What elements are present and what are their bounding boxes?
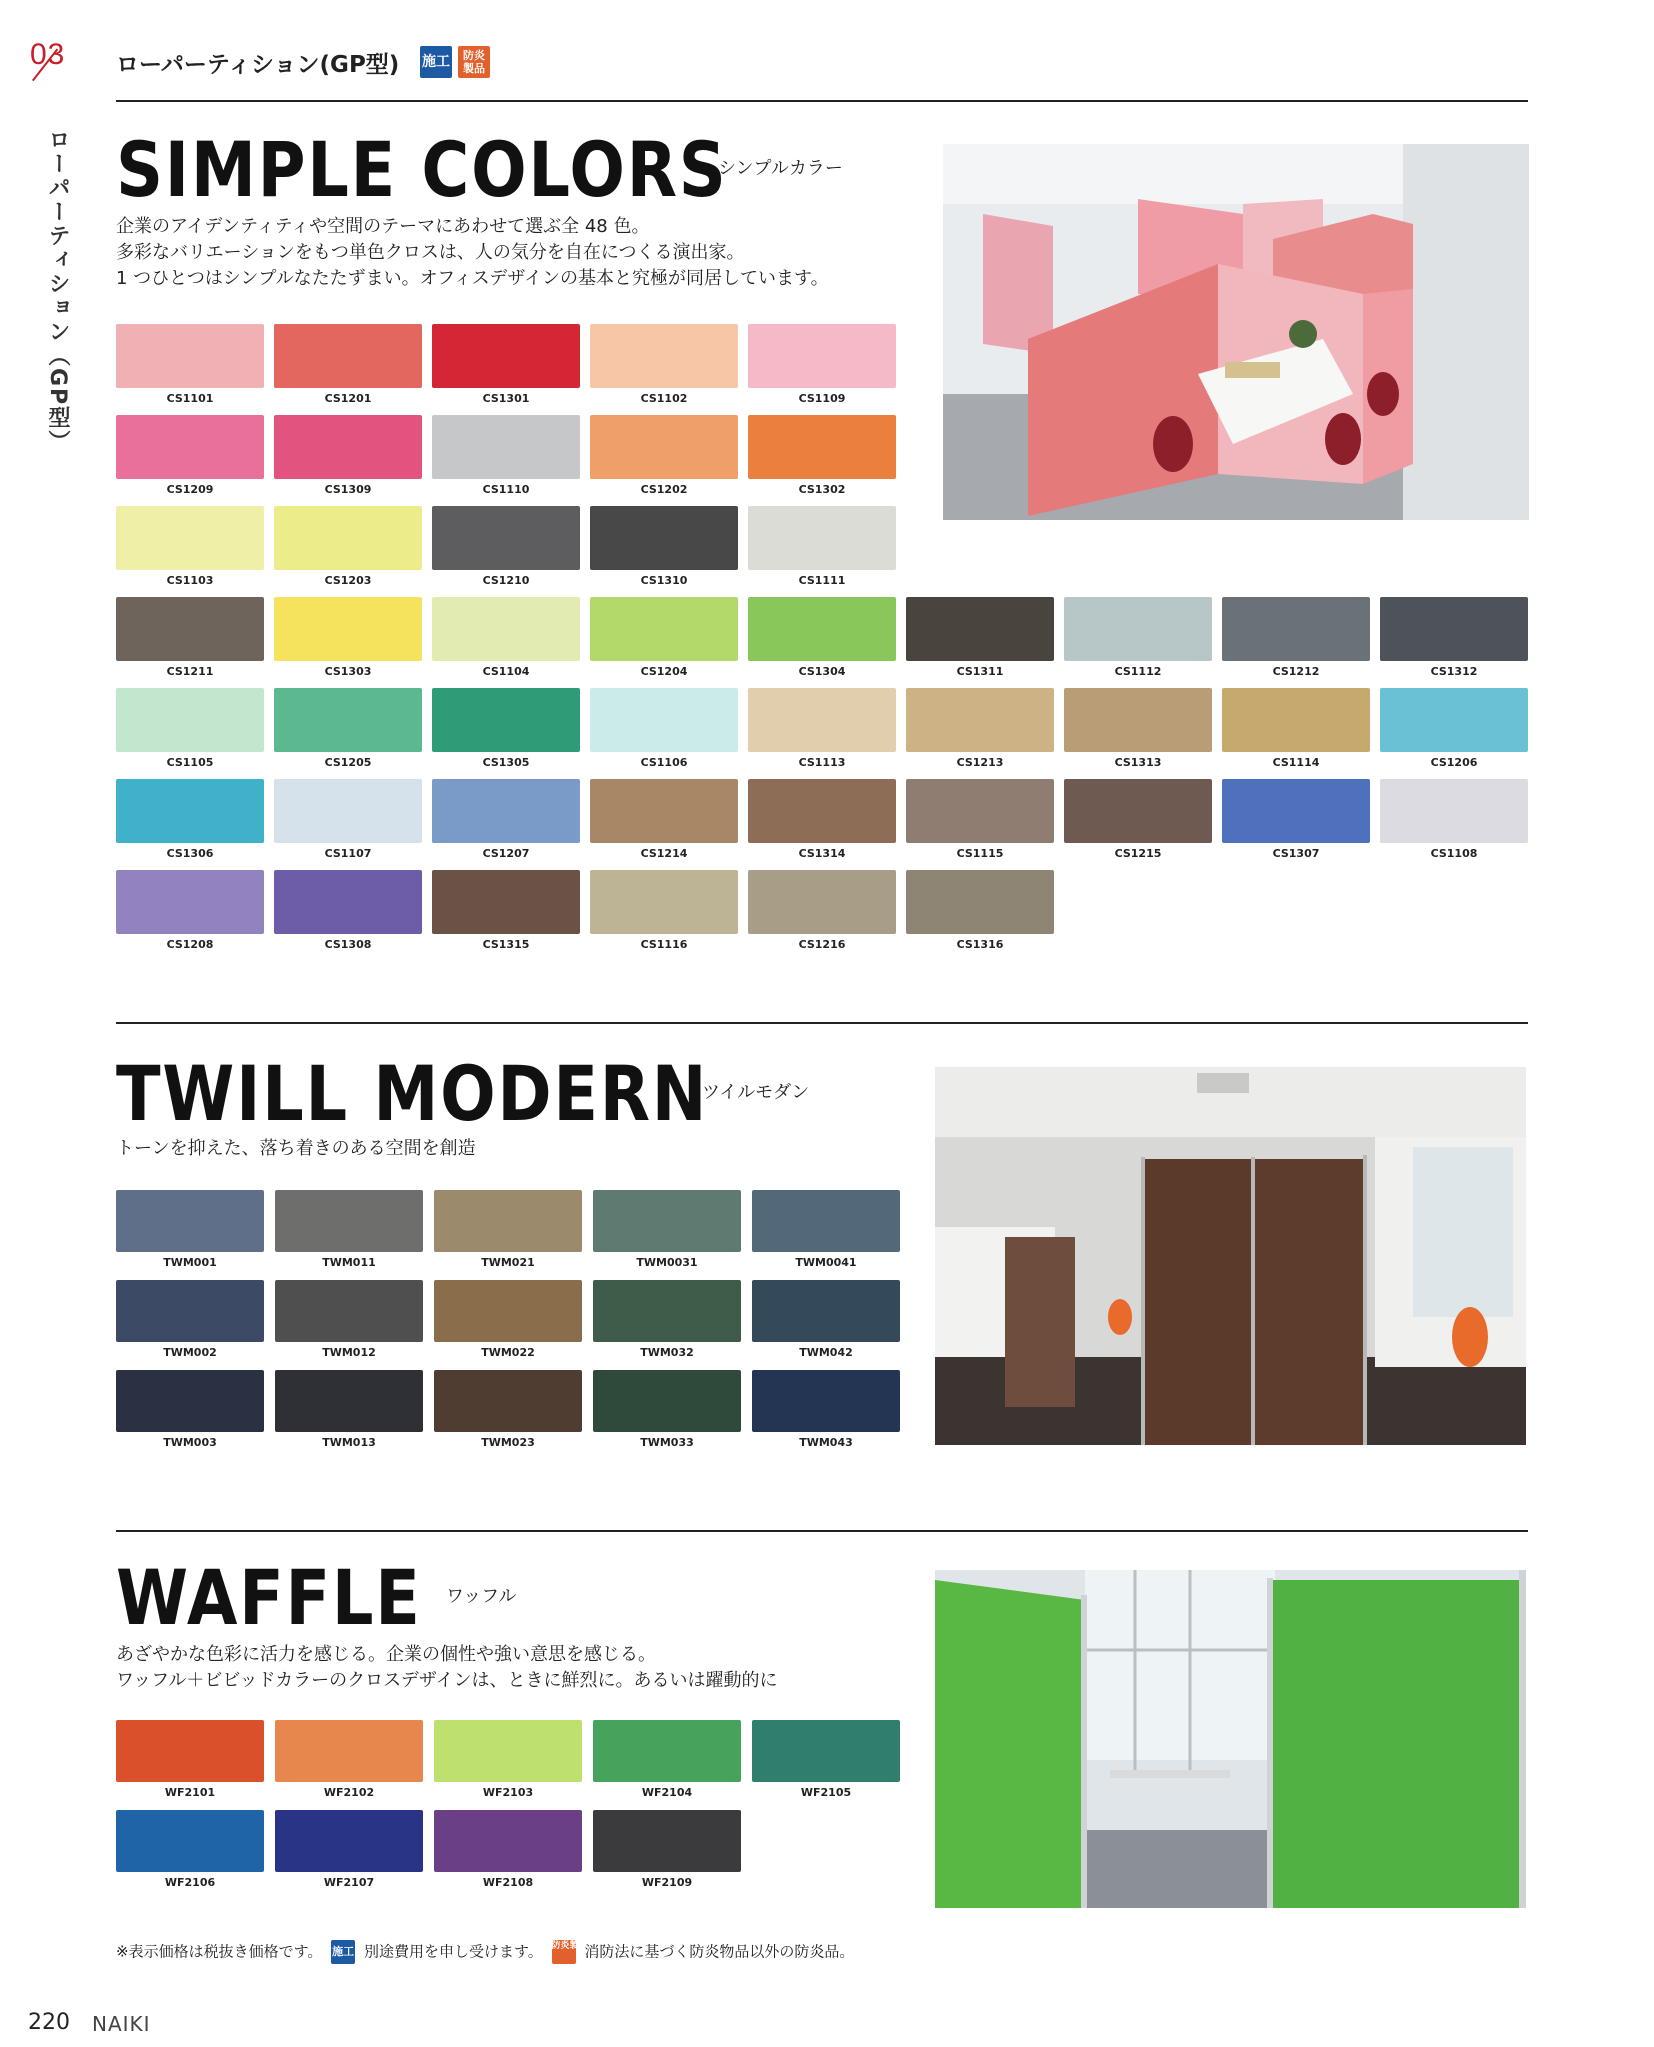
twill-modern-swatch: [752, 1280, 900, 1359]
side-tab-title: ローパーティション（GP型）: [45, 128, 70, 455]
simple-colors-swatch-code: CS1208: [166, 938, 214, 951]
simple-colors-swatch-chip: [748, 597, 896, 661]
simple-colors-swatch-code: CS1106: [640, 756, 688, 769]
waffle-swatch-code: WF2108: [482, 1876, 534, 1889]
description-line: 1 つひとつはシンプルなたたずまい。オフィスデザインの基本と究極が同居しています。: [116, 268, 829, 289]
twill-modern-swatch: [752, 1190, 900, 1269]
simple-colors-swatch-chip: [1222, 688, 1370, 752]
simple-colors-swatch: [748, 688, 896, 769]
simple-colors-swatch-code: CS1114: [1272, 756, 1320, 769]
simple-colors-swatch-code: CS1307: [1272, 847, 1320, 860]
simple-colors-subtitle: シンプルカラー: [718, 158, 843, 179]
simple-colors-swatch-code: CS1301: [482, 392, 530, 405]
simple-colors-swatch-chip: [1064, 688, 1212, 752]
twill-modern-swatch-chip: [752, 1370, 900, 1432]
fireproof-badge-small: 防炎製品: [552, 1940, 576, 1964]
simple-colors-swatch-chip: [906, 597, 1054, 661]
waffle-subtitle: ワッフル: [446, 1586, 517, 1607]
waffle-swatch: [752, 1720, 900, 1799]
page-title: ローパーティション(GP型): [116, 52, 400, 78]
simple-colors-swatch: [748, 779, 896, 860]
simple-colors-swatch-chip: [274, 779, 422, 843]
twill-modern-swatch-code: TWM032: [640, 1346, 694, 1359]
twill-modern-office-photo: [935, 1067, 1526, 1445]
simple-colors-swatch: [1380, 688, 1528, 769]
waffle-swatch: [434, 1720, 582, 1799]
simple-colors-swatch: [1380, 779, 1528, 860]
simple-colors-description: [116, 214, 829, 292]
twill-modern-swatch: [275, 1280, 423, 1359]
simple-colors-swatch-code: CS1308: [324, 938, 372, 951]
footnote: [116, 1940, 854, 1964]
twill-modern-swatch-code: TWM023: [481, 1436, 535, 1449]
simple-colors-swatch-chip: [590, 324, 738, 388]
twill-modern-swatch-code: TWM0041: [795, 1256, 857, 1269]
twill-modern-swatch-chip: [593, 1280, 741, 1342]
simple-colors-swatch: [590, 870, 738, 951]
simple-colors-swatch: [116, 324, 264, 405]
simple-colors-swatch-chip: [590, 779, 738, 843]
construction-badge: 施工: [420, 46, 452, 78]
brand-name: NAIKI: [92, 2012, 151, 2036]
simple-colors-swatch-chip: [748, 779, 896, 843]
footnote-construction-note: 別途費用を申し受けます。: [363, 1942, 543, 1961]
twill-modern-swatch-chip: [434, 1190, 582, 1252]
header-rule: [116, 100, 1528, 102]
twill-modern-swatch-chip: [752, 1280, 900, 1342]
simple-colors-swatch-code: CS1210: [482, 574, 530, 587]
footnote-price-note: ※表示価格は税抜き価格です。: [116, 1942, 323, 1961]
twill-modern-swatch-chip: [434, 1280, 582, 1342]
simple-colors-swatch-chip: [590, 415, 738, 479]
simple-colors-swatch-code: CS1112: [1114, 665, 1162, 678]
simple-colors-swatch-chip: [906, 688, 1054, 752]
simple-colors-swatch-code: CS1216: [798, 938, 846, 951]
simple-colors-swatch-chip: [1064, 597, 1212, 661]
simple-colors-swatch: [1222, 688, 1370, 769]
simple-colors-swatch-chip: [274, 597, 422, 661]
twill-modern-swatch: [116, 1370, 264, 1449]
waffle-swatch-chip: [752, 1720, 900, 1782]
twill-modern-swatch-chip: [752, 1190, 900, 1252]
waffle-swatch-chip: [593, 1720, 741, 1782]
twill-modern-swatch: [434, 1280, 582, 1359]
simple-colors-office-photo: [943, 144, 1529, 520]
description-line: 多彩なバリエーションをもつ単色クロスは、人の気分を自在につくる演出家。: [116, 242, 745, 263]
simple-colors-swatch-chip: [906, 779, 1054, 843]
waffle-section-rule: [116, 1530, 1528, 1532]
twill-modern-swatch-code: TWM013: [322, 1436, 376, 1449]
simple-colors-swatch-chip: [274, 324, 422, 388]
twill-modern-swatch-chip: [593, 1190, 741, 1252]
simple-colors-swatch: [274, 324, 422, 405]
simple-colors-swatch-code: CS1206: [1430, 756, 1478, 769]
simple-colors-swatch-code: CS1305: [482, 756, 530, 769]
simple-colors-swatch: [1222, 779, 1370, 860]
simple-colors-swatch-code: CS1211: [166, 665, 214, 678]
simple-colors-swatch-code: CS1207: [482, 847, 530, 860]
simple-colors-swatch-code: CS1314: [798, 847, 846, 860]
simple-colors-swatch: [590, 506, 738, 587]
chapter-number: 03: [30, 38, 66, 71]
simple-colors-swatch-chip: [432, 415, 580, 479]
simple-colors-swatch-code: CS1201: [324, 392, 372, 405]
simple-colors-swatch-code: CS1311: [956, 665, 1004, 678]
footnote-fireproof-note: 消防法に基づく防炎物品以外の防炎品。: [584, 1942, 855, 1961]
fireproof-badge-text: 防炎製品: [463, 49, 485, 75]
twill-modern-swatch: [752, 1370, 900, 1449]
simple-colors-swatch: [274, 597, 422, 678]
description-line: 企業のアイデンティティや空間のテーマにあわせて選ぶ全 48 色。: [116, 216, 650, 237]
simple-colors-swatch-chip: [432, 688, 580, 752]
simple-colors-swatch-chip: [116, 506, 264, 570]
simple-colors-swatch-chip: [906, 870, 1054, 934]
simple-colors-swatch: [116, 779, 264, 860]
construction-badge-small: 施工: [331, 1940, 355, 1964]
twill-modern-swatch-chip: [116, 1190, 264, 1252]
simple-colors-swatch-chip: [1064, 779, 1212, 843]
twill-modern-swatch-chip: [275, 1280, 423, 1342]
simple-colors-swatch-chip: [590, 597, 738, 661]
simple-colors-swatch-code: CS1104: [482, 665, 530, 678]
twill-modern-swatch-code: TWM001: [163, 1256, 217, 1269]
simple-colors-swatch: [116, 870, 264, 951]
simple-colors-swatch: [590, 779, 738, 860]
simple-colors-swatch-code: CS1109: [798, 392, 846, 405]
waffle-swatch: [275, 1810, 423, 1889]
twill-modern-swatch: [593, 1370, 741, 1449]
simple-colors-swatch-code: CS1113: [798, 756, 846, 769]
simple-colors-swatch: [274, 506, 422, 587]
twill-modern-swatch: [275, 1370, 423, 1449]
twill-modern-swatch-chip: [593, 1370, 741, 1432]
simple-colors-swatch: [906, 779, 1054, 860]
simple-colors-swatch-chip: [590, 688, 738, 752]
simple-colors-swatch-chip: [274, 688, 422, 752]
simple-colors-swatch-chip: [590, 870, 738, 934]
simple-colors-swatch: [432, 415, 580, 496]
simple-colors-swatch-code: CS1203: [324, 574, 372, 587]
waffle-swatch: [593, 1720, 741, 1799]
twill-modern-swatch: [593, 1190, 741, 1269]
simple-colors-swatch: [274, 688, 422, 769]
twill-modern-swatch: [434, 1370, 582, 1449]
simple-colors-swatch: [432, 779, 580, 860]
simple-colors-swatch-code: CS1310: [640, 574, 688, 587]
simple-colors-swatch-chip: [116, 415, 264, 479]
waffle-swatch: [593, 1810, 741, 1889]
twill-modern-subtitle: ツイルモダン: [702, 1082, 810, 1103]
simple-colors-swatch-chip: [432, 597, 580, 661]
simple-colors-swatch-chip: [116, 324, 264, 388]
waffle-swatch: [116, 1720, 264, 1799]
simple-colors-swatch-code: CS1303: [324, 665, 372, 678]
simple-colors-swatch-chip: [748, 506, 896, 570]
simple-colors-swatch-chip: [432, 870, 580, 934]
simple-colors-swatch: [590, 415, 738, 496]
twill-modern-swatch: [593, 1280, 741, 1359]
waffle-swatch-code: WF2103: [482, 1786, 534, 1799]
simple-colors-swatch-chip: [432, 506, 580, 570]
simple-colors-swatch-chip: [274, 415, 422, 479]
waffle-swatch-chip: [116, 1810, 264, 1872]
simple-colors-swatch: [432, 597, 580, 678]
waffle-swatch-code: WF2105: [800, 1786, 852, 1799]
simple-colors-swatch-code: CS1116: [640, 938, 688, 951]
simple-colors-swatch-code: CS1313: [1114, 756, 1162, 769]
waffle-swatch-code: WF2102: [323, 1786, 375, 1799]
twill-modern-swatch-chip: [116, 1280, 264, 1342]
simple-colors-swatch-code: CS1309: [324, 483, 372, 496]
twill-modern-description: トーンを抑えた、落ち着きのある空間を創造: [116, 1138, 476, 1159]
twill-modern-swatch: [434, 1190, 582, 1269]
twill-modern-swatch-chip: [434, 1370, 582, 1432]
fireproof-badge: [458, 46, 490, 78]
simple-colors-swatch-chip: [432, 779, 580, 843]
twill-modern-swatch-chip: [275, 1190, 423, 1252]
simple-colors-swatch-code: CS1202: [640, 483, 688, 496]
simple-colors-swatch: [1064, 597, 1212, 678]
simple-colors-swatch: [274, 870, 422, 951]
simple-colors-swatch: [432, 688, 580, 769]
description-line: ワッフル＋ビビッドカラーのクロスデザインは、ときに鮮烈に。あるいは躍動的に: [116, 1670, 778, 1691]
simple-colors-swatch: [432, 324, 580, 405]
simple-colors-swatch-code: CS1110: [482, 483, 530, 496]
simple-colors-swatch-code: CS1115: [956, 847, 1004, 860]
twill-modern-swatch-code: TWM033: [640, 1436, 694, 1449]
simple-colors-swatch: [748, 324, 896, 405]
twill-modern-swatch-code: TWM043: [799, 1436, 853, 1449]
twill-modern-title: TWILL MODERN: [116, 1049, 709, 1138]
simple-colors-swatch: [116, 688, 264, 769]
simple-colors-swatch-chip: [116, 870, 264, 934]
waffle-swatch-chip: [116, 1720, 264, 1782]
simple-colors-swatch-chip: [748, 688, 896, 752]
simple-colors-swatch: [1064, 688, 1212, 769]
waffle-swatch-code: WF2107: [323, 1876, 375, 1889]
simple-colors-swatch-chip: [748, 415, 896, 479]
waffle-title: WAFFLE: [116, 1553, 422, 1642]
simple-colors-swatch-code: CS1212: [1272, 665, 1320, 678]
waffle-swatch-code: WF2101: [164, 1786, 216, 1799]
simple-colors-swatch-chip: [1380, 779, 1528, 843]
simple-colors-swatch-code: CS1103: [166, 574, 214, 587]
simple-colors-swatch: [590, 324, 738, 405]
simple-colors-swatch-code: CS1105: [166, 756, 214, 769]
simple-colors-swatch-code: CS1107: [324, 847, 372, 860]
waffle-swatch-chip: [593, 1810, 741, 1872]
simple-colors-swatch: [116, 597, 264, 678]
waffle-swatch: [434, 1810, 582, 1889]
page-number: 220: [28, 2010, 70, 2035]
simple-colors-swatch: [906, 870, 1054, 951]
twill-modern-swatch-code: TWM012: [322, 1346, 376, 1359]
simple-colors-swatch-chip: [590, 506, 738, 570]
waffle-swatch-code: WF2106: [164, 1876, 216, 1889]
simple-colors-swatch-code: CS1209: [166, 483, 214, 496]
simple-colors-swatch: [1064, 779, 1212, 860]
simple-colors-swatch: [274, 415, 422, 496]
simple-colors-swatch-chip: [1222, 597, 1370, 661]
waffle-swatch-chip: [275, 1810, 423, 1872]
waffle-swatch-chip: [275, 1720, 423, 1782]
waffle-swatch: [116, 1810, 264, 1889]
twill-modern-swatch-code: TWM0031: [636, 1256, 698, 1269]
twill-modern-swatch: [116, 1190, 264, 1269]
waffle-description: [116, 1642, 778, 1694]
simple-colors-swatch: [432, 506, 580, 587]
simple-colors-swatch: [748, 870, 896, 951]
simple-colors-swatch-code: CS1302: [798, 483, 846, 496]
simple-colors-swatch-chip: [116, 597, 264, 661]
simple-colors-swatch-code: CS1213: [956, 756, 1004, 769]
waffle-swatch: [275, 1720, 423, 1799]
simple-colors-title: SIMPLE COLORS: [116, 125, 728, 214]
simple-colors-swatch-code: CS1102: [640, 392, 688, 405]
twill-modern-swatch: [275, 1190, 423, 1269]
simple-colors-swatch-code: CS1315: [482, 938, 530, 951]
simple-colors-swatch: [748, 506, 896, 587]
simple-colors-swatch: [906, 597, 1054, 678]
twill-modern-swatch-code: TWM011: [322, 1256, 376, 1269]
simple-colors-swatch-chip: [274, 870, 422, 934]
simple-colors-swatch-code: CS1205: [324, 756, 372, 769]
simple-colors-swatch-code: CS1304: [798, 665, 846, 678]
simple-colors-swatch-chip: [1380, 688, 1528, 752]
twill-modern-swatch-code: TWM022: [481, 1346, 535, 1359]
simple-colors-swatch-chip: [116, 688, 264, 752]
twill-modern-swatch-chip: [116, 1370, 264, 1432]
twill-modern-swatch-chip: [275, 1370, 423, 1432]
simple-colors-swatch: [906, 688, 1054, 769]
waffle-swatch-chip: [434, 1810, 582, 1872]
simple-colors-swatch: [432, 870, 580, 951]
simple-colors-swatch-code: CS1108: [1430, 847, 1478, 860]
simple-colors-swatch-code: CS1215: [1114, 847, 1162, 860]
simple-colors-swatch: [1380, 597, 1528, 678]
simple-colors-swatch-chip: [1222, 779, 1370, 843]
description-line: あざやかな色彩に活力を感じる。企業の個性や強い意思を感じる。: [116, 1644, 656, 1665]
twill-modern-swatch-code: TWM021: [481, 1256, 535, 1269]
waffle-office-photo: [935, 1570, 1526, 1908]
simple-colors-swatch: [274, 779, 422, 860]
simple-colors-swatch-chip: [432, 324, 580, 388]
waffle-swatch-code: WF2104: [641, 1786, 693, 1799]
simple-colors-swatch: [748, 415, 896, 496]
twill-section-rule: [116, 1022, 1528, 1024]
simple-colors-swatch-code: CS1204: [640, 665, 688, 678]
simple-colors-swatch-chip: [748, 870, 896, 934]
simple-colors-swatch: [748, 597, 896, 678]
twill-modern-swatch-code: TWM002: [163, 1346, 217, 1359]
simple-colors-swatch: [116, 415, 264, 496]
twill-modern-swatch-code: TWM003: [163, 1436, 217, 1449]
simple-colors-swatch: [590, 597, 738, 678]
simple-colors-swatch-chip: [116, 779, 264, 843]
twill-modern-swatch: [116, 1280, 264, 1359]
twill-modern-swatch-code: TWM042: [799, 1346, 853, 1359]
simple-colors-swatch: [590, 688, 738, 769]
simple-colors-swatch: [116, 506, 264, 587]
waffle-swatch-chip: [434, 1720, 582, 1782]
simple-colors-swatch-code: CS1312: [1430, 665, 1478, 678]
simple-colors-swatch-code: CS1306: [166, 847, 214, 860]
simple-colors-swatch-code: CS1101: [166, 392, 214, 405]
simple-colors-swatch-chip: [748, 324, 896, 388]
simple-colors-swatch-code: CS1111: [798, 574, 846, 587]
simple-colors-swatch: [1222, 597, 1370, 678]
simple-colors-swatch-chip: [274, 506, 422, 570]
simple-colors-swatch-code: CS1214: [640, 847, 688, 860]
waffle-swatch-code: WF2109: [641, 1876, 693, 1889]
simple-colors-swatch-code: CS1316: [956, 938, 1004, 951]
simple-colors-swatch-chip: [1380, 597, 1528, 661]
